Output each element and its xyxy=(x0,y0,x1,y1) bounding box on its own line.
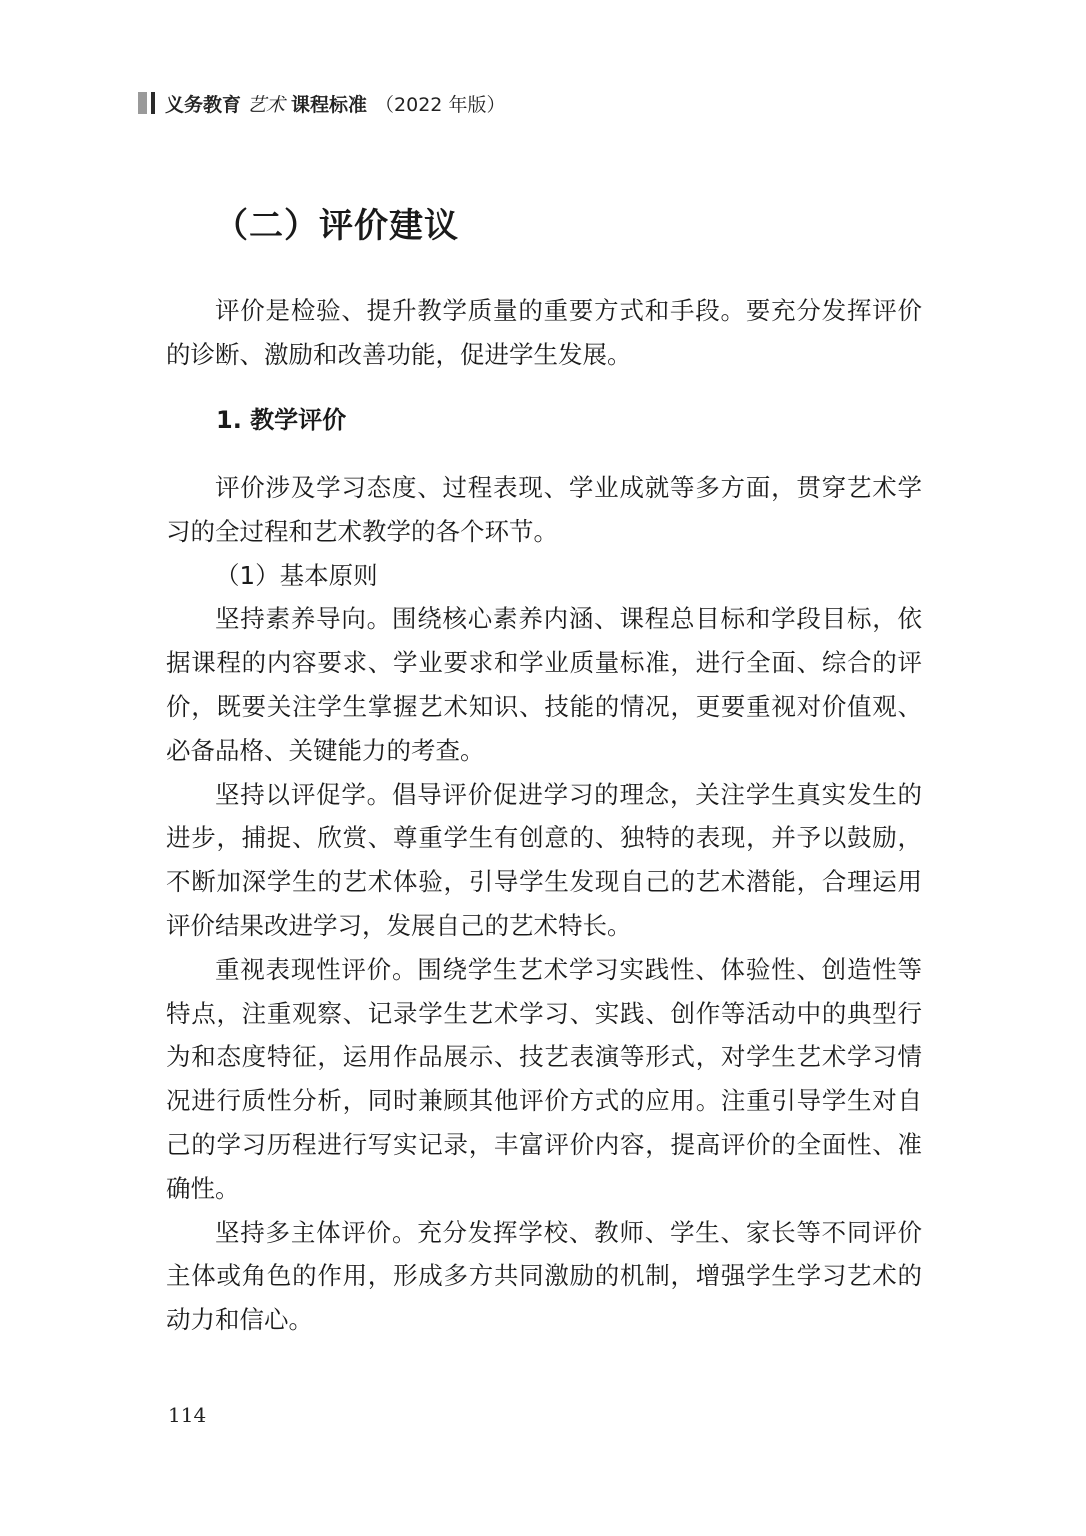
running-header xyxy=(138,88,505,118)
paragraph-literacy-oriented: 坚持素养导向。围绕核心素养内涵、课程总目标和学段目标，依据课程的内容要求、学业要求和学业质量标准，进行全面、综合的评价，既要关注学生掌握艺术知识、技能的情况，更要重视对价值观、必备品格、关键能力的考查。 xyxy=(166,604,922,765)
paragraph-evaluate-to-learn: 坚持以评促学。倡导评价促进学习的理念，关注学生真实发生的进步，捕捉、欣赏、尊重学生有创意的、独特的表现，并予以鼓励，不断加深学生的艺术体验，引导学生发现自己的艺术潜能，合理运用评价结果改进学习，发展自己的艺术特长。 xyxy=(166,779,922,940)
header-title-part3: 课程标准 xyxy=(291,93,368,116)
paragraph-basic-principles-heading: （1）基本原则 xyxy=(215,560,378,590)
section-title: （二）评价建议 xyxy=(214,206,459,246)
intro-block xyxy=(166,289,922,377)
header-marker-icon xyxy=(138,92,155,114)
header-title-part1: 义务教育 xyxy=(165,93,242,116)
paragraph-multi-subject-evaluation: 坚持多主体评价。充分发挥学校、教师、学生、家长等不同评价主体或角色的作用，形成多方共同激励的机制，增强学生学习艺术的动力和信心。 xyxy=(166,1217,922,1335)
main-text-block xyxy=(166,466,922,1342)
paragraph-overview: 评价涉及学习态度、过程表现、学业成就等多方面，贯穿艺术学习的全过程和艺术教学的各个环节。 xyxy=(166,473,922,546)
intro-paragraph: 评价是检验、提升教学质量的重要方式和手段。要充分发挥评价的诊断、激励和改善功能，促进学生发展。 xyxy=(166,296,922,369)
header-edition: （2022 年版） xyxy=(375,93,506,116)
paragraph-performance-evaluation: 重视表现性评价。围绕学生艺术学习实践性、体验性、创造性等特点，注重观察、记录学生艺术学习、实践、创作等活动中的典型行为和态度特征，运用作品展示、技艺表演等形式，对学生艺术学习情况进行质性分析，同时兼顾其他评价方式的应用。注重引导学生对自己的学习历程进行写实记录，丰富评价内容，提高评价的全面性、准确性。 xyxy=(166,954,922,1203)
header-title-art: 艺术 xyxy=(247,93,286,116)
subheading-teaching-evaluation: 1. 教学评价 xyxy=(216,406,347,434)
page-number: 114 xyxy=(168,1403,207,1427)
